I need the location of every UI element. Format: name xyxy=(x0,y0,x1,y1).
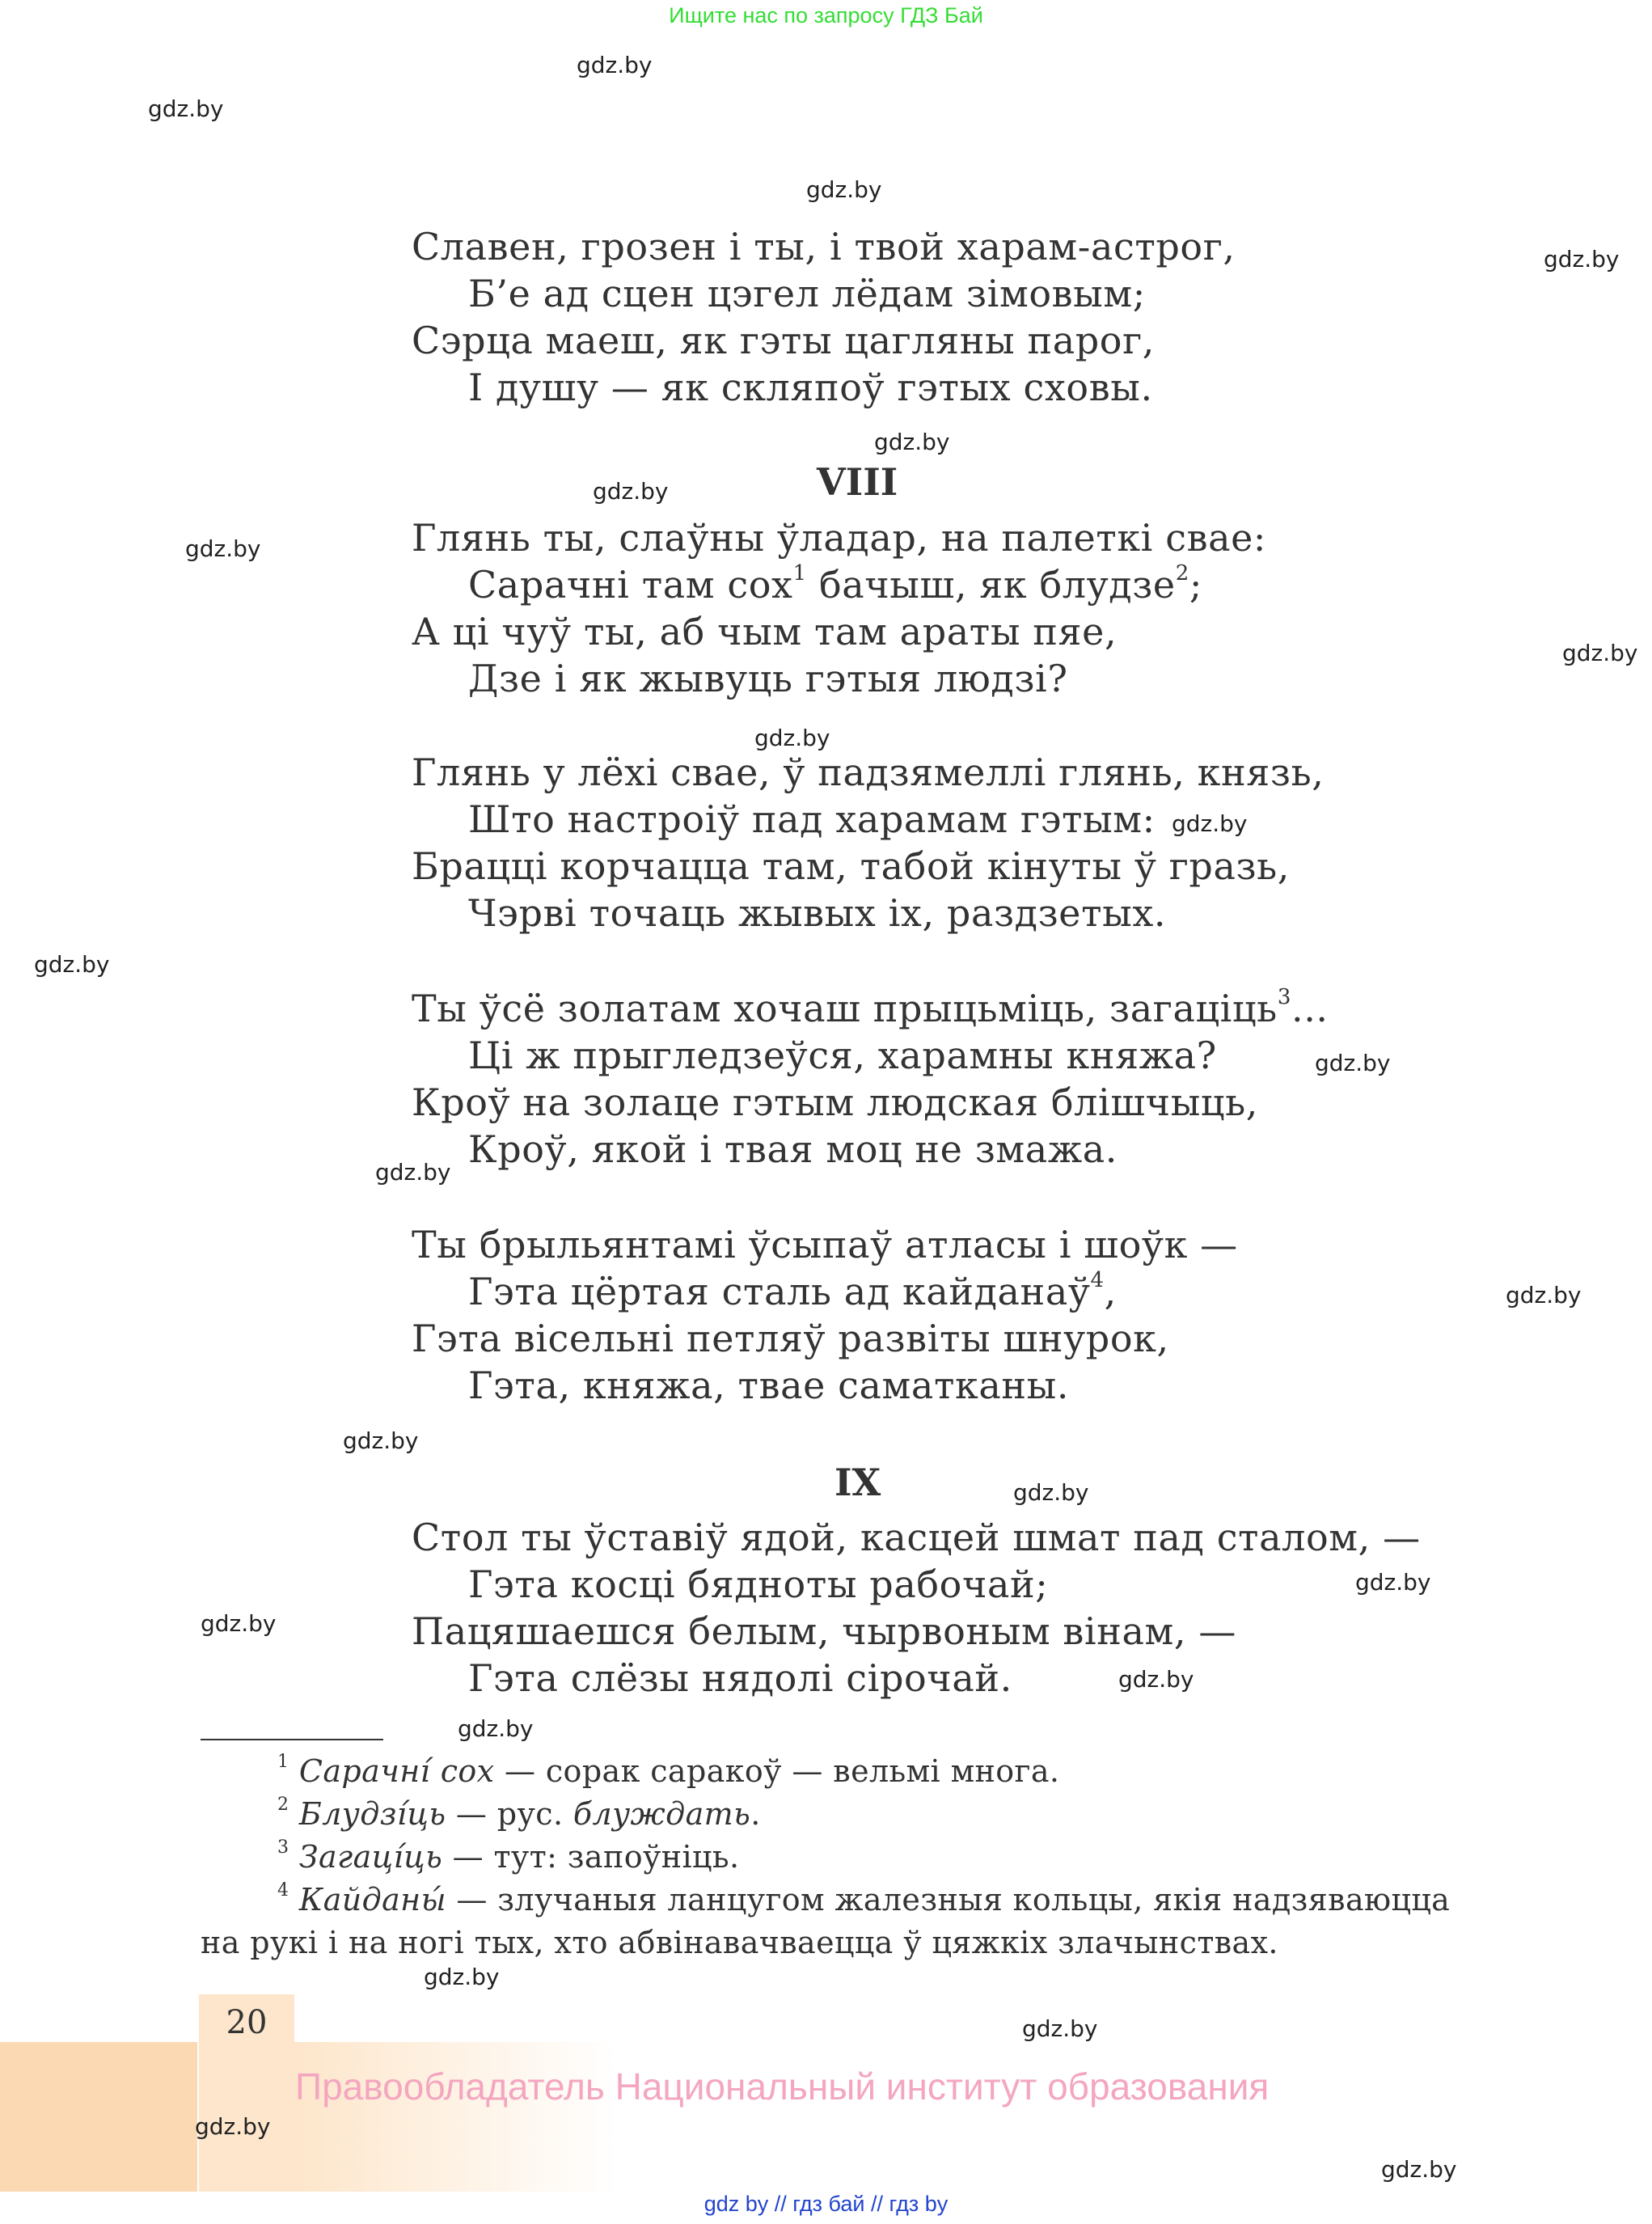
poem-line: Ты ўсё золатам хочаш прыцьміць, загаціць$^3$... xyxy=(412,985,1329,1030)
watermark: gdz.by xyxy=(195,2113,271,2140)
poem-line: Дзе і як жывуць гэтыя людзі? xyxy=(468,657,1068,700)
watermark: gdz.by xyxy=(1172,810,1248,837)
footer-band xyxy=(0,2042,197,2192)
watermark: gdz.by xyxy=(806,176,882,203)
poem-line: Кроў, якой і твая моц не змажа. xyxy=(468,1127,1118,1171)
footnote: $^4$ Кайданы́ — злучаныя ланцугом жалезныя кольцы, якія надзяваюцца xyxy=(277,1880,1451,1917)
footnote-ref: 4 xyxy=(1090,1268,1105,1292)
poem-line: Пацяшаешся белым, чырвоным вінам, — xyxy=(412,1609,1236,1653)
poem-line: Брацці корчацца там, табой кінуты ў гразь, xyxy=(412,844,1291,888)
poem-line: А ці чуў ты, аб чым там араты пяе, xyxy=(412,610,1118,653)
footnote-ref: 3 xyxy=(1277,985,1291,1009)
poem-line: Сэрца маеш, як гэты цагляны парог, xyxy=(412,319,1155,362)
watermark: gdz.by xyxy=(1562,640,1638,666)
top-banner: Ищите нас по запросу ГДЗ Бай xyxy=(669,3,983,27)
watermark: gdz.by xyxy=(1118,1666,1194,1693)
section-heading: IX xyxy=(834,1461,881,1504)
poem-line: Глянь у лёхі свае, ў падзямеллі глянь, князь, xyxy=(412,750,1325,794)
watermark: gdz.by xyxy=(1506,1282,1582,1309)
watermark: gdz.by xyxy=(1013,1479,1089,1506)
page-number: 20 xyxy=(226,2004,268,2041)
watermark: gdz.by xyxy=(1315,1050,1391,1076)
poem-line: Гэта вісельні петляў развіты шнурок, xyxy=(412,1317,1169,1360)
poem-line: Ты брыльянтамі ўсыпаў атласы і шоўк — xyxy=(412,1223,1238,1266)
watermark: gdz.by xyxy=(1381,2156,1457,2183)
poem-line: Славен, грозен і ты, і твой харам-астрог, xyxy=(412,225,1236,268)
watermark: gdz.by xyxy=(201,1610,277,1637)
watermark: gdz.by xyxy=(34,951,110,978)
poem-line: Гэта, княжа, твае саматканы. xyxy=(468,1364,1070,1407)
poem-line: Глянь ты, слаўны ўладар, на палеткі свае: xyxy=(412,516,1267,560)
bottom-links[interactable]: gdz by // гдз бай // гдз by xyxy=(703,2192,949,2216)
watermark: gdz.by xyxy=(458,1715,534,1742)
poem-line: Сарачні там сох$^1$ бачыш, як блудзе$^2$; xyxy=(468,561,1202,607)
watermark: gdz.by xyxy=(343,1427,419,1454)
watermark: gdz.by xyxy=(424,1964,500,1990)
watermark: gdz.by xyxy=(375,1159,451,1186)
footnote-ref: 2 xyxy=(1175,561,1189,586)
watermark: gdz.by xyxy=(593,478,669,505)
poem-line: Ці ж прыгледзеўся, харамны княжа? xyxy=(468,1034,1217,1077)
watermark: gdz.by xyxy=(577,52,653,78)
footnote: $^1$ Сарачні́ сох — сорак саракоў — вельмі многа. xyxy=(277,1752,1060,1789)
poem-line: Гэта цёртая сталь ад кайданаў$^4$, xyxy=(468,1268,1117,1313)
poem-line: Стол ты ўставіў ядой, касцей шмат пад сталом, — xyxy=(412,1516,1421,1559)
poem-line: Што настроіў пад харамам гэтым: xyxy=(468,797,1156,841)
watermark: gdz.by xyxy=(148,95,224,122)
poem-line: Гэта косці бядноты рабочай; xyxy=(468,1562,1049,1606)
section-heading: VIII xyxy=(817,460,898,504)
footnote-divider xyxy=(201,1739,383,1740)
watermark: gdz.by xyxy=(1355,1569,1431,1596)
footnote-ref: 1 xyxy=(792,561,807,586)
watermark: gdz.by xyxy=(874,429,950,455)
footnote: $^3$ Загаці́ць — тут: запоўніць. xyxy=(277,1837,740,1875)
poem-line: Кроў на золаце гэтым людская блішчыць, xyxy=(412,1080,1258,1124)
footnote: $^2$ Блудзі́ць — рус. блуждать. xyxy=(277,1795,761,1832)
poem-line: Чэрві точаць жывых іх, раздзетых. xyxy=(468,891,1167,935)
watermark: gdz.by xyxy=(754,725,830,751)
watermark: gdz.by xyxy=(1022,2015,1098,2042)
copyright-notice: Правообладатель Национальный институт образования xyxy=(295,2065,1270,2108)
poem-line: Б’е ад сцен цэгел лёдам зімовым; xyxy=(468,272,1146,315)
footnote-continuation: на рукі і на ногі тых, хто абвінавачваецца ў цяжкіх злачынствах. xyxy=(201,1925,1278,1960)
poem-line: Гэта слёзы нядолі сірочай. xyxy=(468,1656,1012,1700)
watermark: gdz.by xyxy=(1544,246,1620,273)
watermark: gdz.by xyxy=(185,535,261,562)
poem-line: І душу — як скляпоў гэтых сховы. xyxy=(468,366,1153,409)
